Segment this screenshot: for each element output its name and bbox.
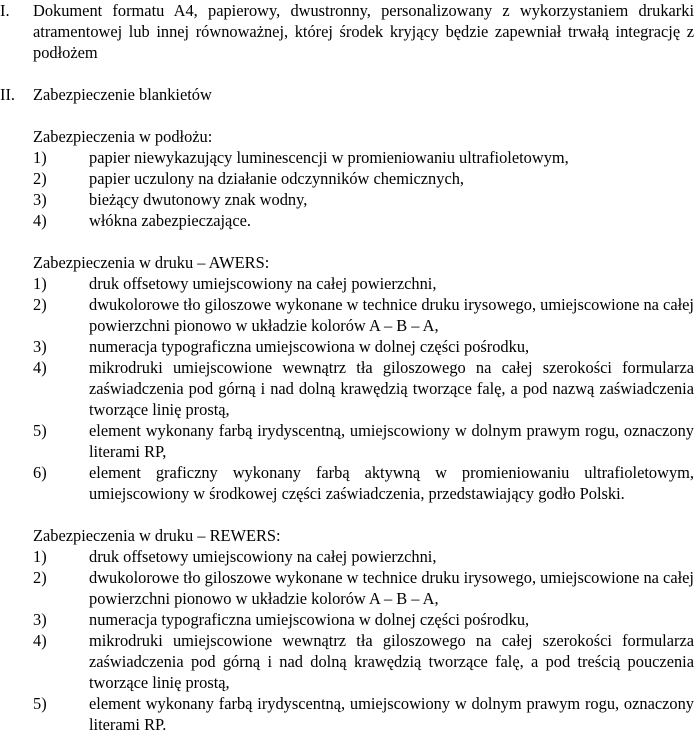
item-number: 2) bbox=[33, 169, 47, 188]
section-text: Dokument formatu A4, papierowy, dwustronny, personalizowany z wykorzystaniem drukarki atramentowej lub innej równoważnej, której środek kryjący będzie zapewniał trwałą integrację z podłożem bbox=[33, 1, 694, 62]
item-text: włókna zabezpieczające. bbox=[89, 211, 251, 230]
item-number: 4) bbox=[33, 211, 47, 230]
item-text: numeracja typograficzna umiejscowiona w dolnej części pośrodku, bbox=[89, 610, 530, 629]
list-item bbox=[33, 630, 694, 693]
list-item bbox=[33, 189, 694, 210]
list-item bbox=[33, 168, 694, 189]
item-number: 4) bbox=[33, 631, 47, 650]
item-number: 5) bbox=[33, 694, 47, 713]
security-group-front bbox=[33, 252, 700, 504]
spacer bbox=[0, 231, 700, 252]
section-ii bbox=[0, 84, 700, 105]
item-text: dwukolorowe tło giloszowe wykonane w technice druku irysowego, umiejscowione na całej powierzchni pionowo w układzie kolorów A – B – A, bbox=[89, 295, 694, 335]
item-number: 1) bbox=[33, 274, 47, 293]
list-item bbox=[33, 567, 694, 609]
list-item bbox=[33, 357, 694, 420]
group-heading: Zabezpieczenia w druku – REWERS: bbox=[33, 526, 281, 545]
list-item bbox=[33, 462, 694, 504]
item-number: 3) bbox=[33, 190, 47, 209]
item-number: 1) bbox=[33, 148, 47, 167]
item-text: element graficzny wykonany farbą aktywną w promieniowaniu ultrafioletowym, umiejscowiony w środkowej części zaświadczenia, przedstawiający godło Polski. bbox=[89, 463, 694, 503]
item-number: 3) bbox=[33, 610, 47, 629]
item-text: numeracja typograficzna umiejscowiona w dolnej części pośrodku, bbox=[89, 337, 530, 356]
item-text: druk offsetowy umiejscowiony na całej powierzchni, bbox=[89, 547, 437, 566]
item-number: 3) bbox=[33, 337, 47, 356]
item-text: bieżący dwutonowy znak wodny, bbox=[89, 190, 308, 209]
list-item bbox=[33, 420, 694, 462]
list-item bbox=[33, 546, 694, 567]
list-item bbox=[33, 210, 694, 231]
item-text: element wykonany farbą irydyscentną, umiejscowiony w dolnym prawym rogu, oznaczony literami RP. bbox=[89, 694, 694, 734]
item-text: papier niewykazujący luminescencji w promieniowaniu ultrafioletowym, bbox=[89, 148, 569, 167]
list-item bbox=[33, 147, 694, 168]
spacer bbox=[0, 504, 700, 525]
group-heading: Zabezpieczenia w podłożu: bbox=[33, 127, 213, 146]
list-item bbox=[33, 294, 694, 336]
security-group-substrate bbox=[33, 126, 700, 231]
section-text: Zabezpieczenie blankietów bbox=[33, 85, 212, 104]
item-text: mikrodruki umiejscowione wewnątrz tła giloszowego na całej szerokości formularza zaświadczenia pod górną i nad dolną krawędzią tworzące falę, a pod treścią pouczenia tworzące linię prostą, bbox=[89, 631, 694, 692]
item-number: 5) bbox=[33, 421, 47, 440]
item-text: element wykonany farbą irydyscentną, umiejscowiony w dolnym prawym rogu, oznaczony literami RP, bbox=[89, 421, 694, 461]
list-item bbox=[33, 336, 694, 357]
security-group-back bbox=[33, 525, 700, 735]
section-numeral: II. bbox=[0, 85, 16, 104]
item-number: 2) bbox=[33, 568, 47, 587]
item-text: druk offsetowy umiejscowiony na całej powierzchni, bbox=[89, 274, 437, 293]
item-text: dwukolorowe tło giloszowe wykonane w technice druku irysowego, umiejscowione na całej powierzchni pionowo w układzie kolorów A – B – A, bbox=[89, 568, 694, 608]
item-number: 2) bbox=[33, 295, 47, 314]
list-item bbox=[33, 609, 694, 630]
section-numeral: I. bbox=[0, 1, 10, 20]
list-item bbox=[33, 273, 694, 294]
spacer bbox=[0, 63, 700, 84]
item-number: 6) bbox=[33, 463, 47, 482]
group-heading: Zabezpieczenia w druku – AWERS: bbox=[33, 253, 270, 272]
list-item bbox=[33, 693, 694, 735]
item-text: papier uczulony na działanie odczynników chemicznych, bbox=[89, 169, 465, 188]
item-number: 1) bbox=[33, 547, 47, 566]
spacer bbox=[0, 105, 700, 126]
section-i bbox=[0, 0, 700, 63]
item-number: 4) bbox=[33, 358, 47, 377]
item-text: mikrodruki umiejscowione wewnątrz tła giloszowego na całej szerokości formularza zaświadczenia pod górną i nad dolną krawędzią tworzące falę, a pod nazwą zaświadczenia tworzące linię prostą, bbox=[89, 358, 694, 419]
